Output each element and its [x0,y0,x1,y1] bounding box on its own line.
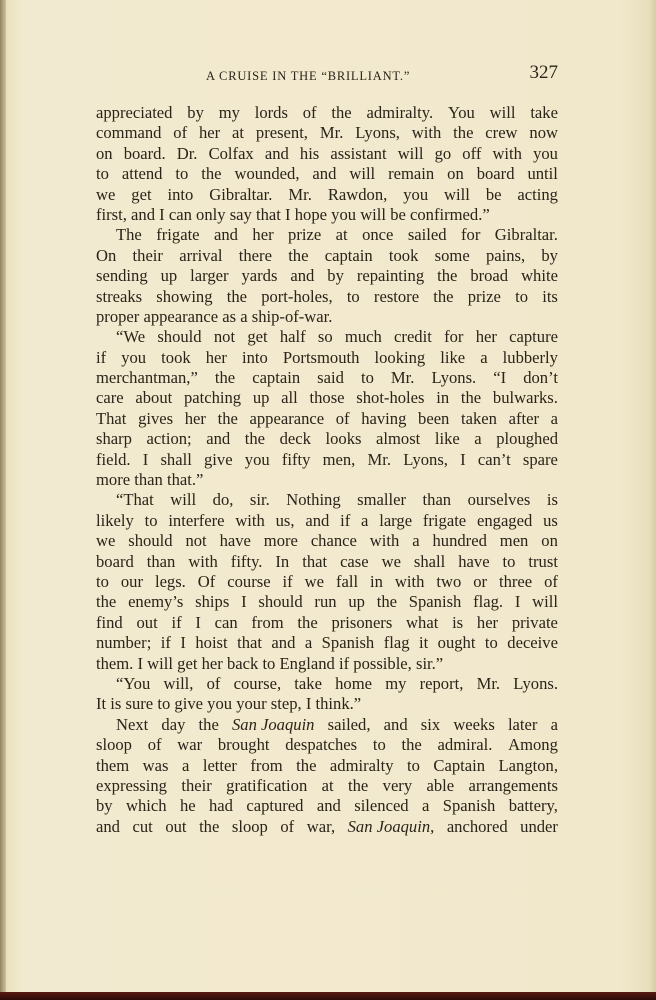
text-line: if you took her into Portsmouth looking like a lubberly [96,347,558,367]
text-line: merchantman,” the captain said to Mr. Lyons. “I don’t [96,368,558,388]
text-line: care about patching up all those shot-holes in the bulwarks. [96,388,558,408]
text-line: first, and I can only say that I hope you will be confirmed.” [96,204,490,224]
text-line: “We should not get half so much credit for her capture [116,327,558,347]
text-line: It is sure to give you your step, I think.” [96,694,362,714]
text-line: to our legs. Of course if we fall in with two or three of [96,571,558,591]
text-line: Next day the San Joaquin sailed, and six weeks later a [116,714,558,734]
body-text [96,103,558,837]
text-line: we get into Gibraltar. Mr. Rawdon, you will be acting [96,184,558,204]
text-line: “That will do, sir. Nothing smaller than ourselves is [116,490,558,510]
text-line: expressing their gratification at the very able arrangements [96,775,558,795]
text-line: find out if I can from the prisoners what is her private [96,612,558,632]
text-line: streaks showing the port-holes, to restore the prize to its [96,286,558,306]
text-line: “You will, of course, take home my report, Mr. Lyons. [116,673,558,693]
text-line: we should not have more chance with a hundred men on [96,531,558,551]
text-line: sending up larger yards and by repainting the broad white [96,266,558,286]
text-line: command of her at present, Mr. Lyons, with the crew now [96,123,558,143]
text-line: more than that.” [96,470,204,490]
text-line: number; if I hoist that and a Spanish flag it ought to deceive [96,633,558,653]
text-line: sloop of war brought despatches to the admiral. Among [96,735,558,755]
page-gutter [0,0,6,1000]
text-line: them. I will get her back to England if possible, sir.” [96,653,444,673]
text-line: the enemy’s ships I should run up the Spanish flag. I will [96,592,558,612]
text-line: on board. Dr. Colfax and his assistant will go off with you [96,143,558,163]
text-line: and cut out the sloop of war, San Joaquin, anchored under [96,816,558,836]
text-line: That gives her the appearance of having been taken after a [96,408,558,428]
text-line: The frigate and her prize at once sailed for Gibraltar. [116,225,558,245]
text-line: likely to interfere with us, and if a large frigate engaged us [96,510,558,530]
page-bottom-edge [0,992,656,1000]
text-line: field. I shall give you fifty men, Mr. Lyons, I can’t spare [96,449,558,469]
text-line: to attend to the wounded, and will remain on board until [96,164,558,184]
text-line: them was a letter from the admiralty to Captain Langton, [96,755,558,775]
text-line: board than with fifty. In that case we shall have to trust [96,551,558,571]
text-line: sharp action; and the deck looks almost like a ploughed [96,429,558,449]
text-line: On their arrival there the captain took some pains, by [96,245,558,265]
text-line: appreciated by my lords of the admiralty. You will take [96,103,558,122]
page-number: 327 [529,62,558,83]
running-title: A CRUISE IN THE “BRILLIANT.” [206,69,411,83]
page-header [96,62,558,86]
text-line: by which he had captured and silenced a Spanish battery, [96,796,558,816]
text-line: proper appearance as a ship-of-war. [96,306,333,326]
